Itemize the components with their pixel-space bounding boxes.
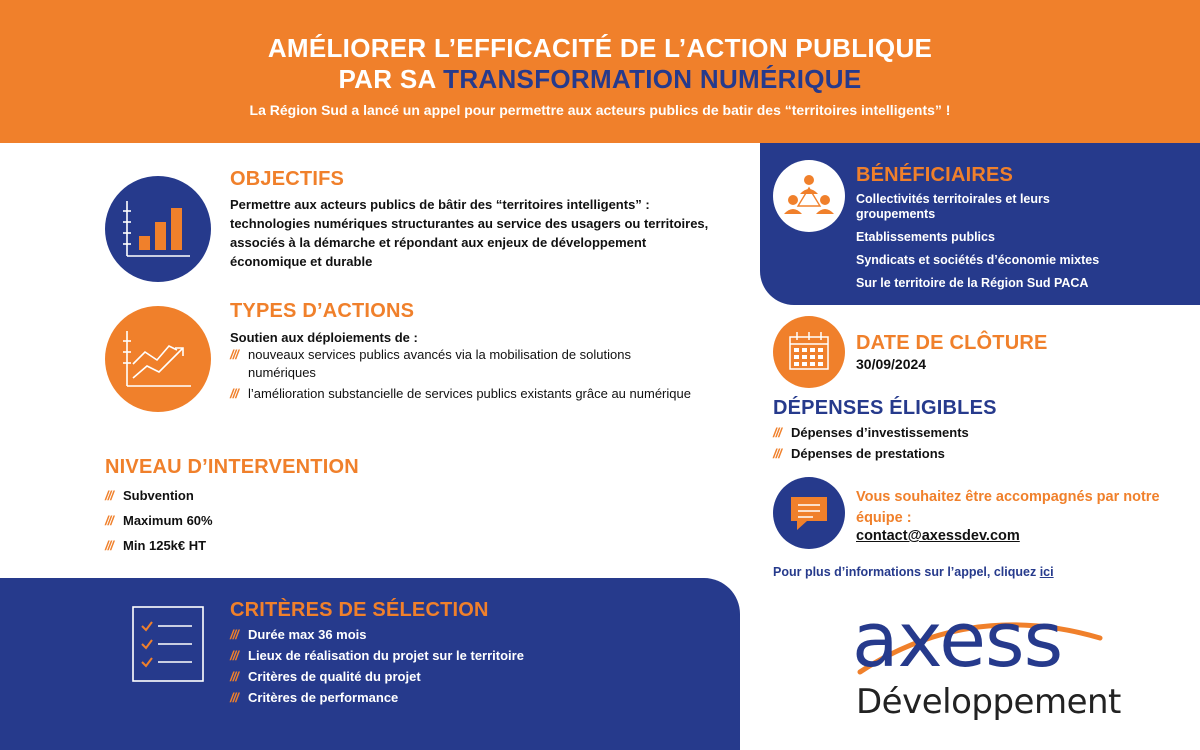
- list-item-text: Critères de performance: [248, 690, 399, 705]
- bullet-marker: ///: [230, 386, 238, 401]
- bullet-marker: ///: [230, 690, 238, 705]
- logo-subtitle: Développement: [856, 682, 1121, 722]
- list-item-text: Dépenses d’investissements: [791, 425, 969, 440]
- niveau-title: NIVEAU D’INTERVENTION: [105, 456, 359, 478]
- list-item: [230, 668, 650, 686]
- list-item-text: Durée max 36 mois: [248, 627, 367, 642]
- title-highlight: TRANSFORMATION NUMÉRIQUE: [443, 64, 862, 94]
- list-item-text: Subvention: [123, 488, 194, 503]
- depenses-title: DÉPENSES ÉLIGIBLES: [773, 397, 997, 419]
- list-item: [105, 512, 405, 530]
- logo-wordmark: axess: [852, 595, 1063, 684]
- list-item-text: l’amélioration substancielle de services publics existants grâce au numérique: [248, 386, 691, 401]
- bullet-marker: ///: [105, 513, 113, 528]
- objectifs-title: OBJECTIFS: [230, 168, 345, 190]
- bullet-marker: ///: [230, 669, 238, 684]
- types-actions-title: TYPES D’ACTIONS: [230, 300, 415, 322]
- list-item: Sur le territoire de la Région Sud PACA: [856, 276, 1089, 290]
- list-item-text: Critères de qualité du projet: [248, 669, 421, 684]
- bar-chart-icon: [105, 176, 211, 282]
- chat-icon: [773, 477, 845, 549]
- title-prefix: PAR SA: [338, 64, 444, 94]
- list-item: Syndicats et sociétés d’économie mixtes: [856, 253, 1100, 267]
- more-info-link[interactable]: ici: [1039, 565, 1054, 579]
- depenses-list: [773, 424, 1133, 463]
- trend-chart-icon: [105, 306, 211, 412]
- bullet-marker: ///: [773, 446, 781, 461]
- contact-text: Vous souhaitez être accompagnés par notre équipe :: [856, 489, 1160, 526]
- beneficiaires-title: BÉNÉFICIAIRES: [856, 164, 1014, 186]
- list-item: Etablissements publics: [856, 230, 995, 244]
- bullet-marker: ///: [105, 488, 113, 503]
- bullet-marker: ///: [230, 627, 238, 642]
- types-actions-intro: Soutien aux déploiements de :: [230, 330, 418, 345]
- bullet-marker: ///: [230, 648, 238, 663]
- list-item-text: Dépenses de prestations: [791, 446, 945, 461]
- cloture-title: DATE DE CLÔTURE: [856, 332, 1048, 354]
- list-item: [230, 385, 700, 403]
- page-subtitle: La Région Sud a lancé un appel pour permettre aux acteurs publics de batir des “territoires intelligents” !: [249, 102, 951, 118]
- objectifs-text: Permettre aux acteurs publics de bâtir des “territoires intelligents” : technologies numériques structurantes au service des usagers ou territoires, associés à la démarche et répondant aux enjeux de développement économique et durable: [230, 197, 709, 269]
- bullet-marker: ///: [230, 347, 238, 362]
- list-item-text: nouveaux services publics avancés via la mobilisation de solutions numériques: [248, 347, 631, 380]
- page-title-line1: AMÉLIORER L’EFFICACITÉ DE L’ACTION PUBLIQUE: [267, 33, 933, 63]
- checklist-icon: [132, 606, 204, 682]
- list-item-text: Lieux de réalisation du projet sur le territoire: [248, 648, 524, 663]
- list-item: [230, 689, 650, 707]
- list-item: [230, 647, 650, 665]
- more-info-text: Pour plus d’informations sur l’appel, cliquez: [773, 565, 1040, 579]
- niveau-list: [105, 487, 405, 555]
- header-banner: [0, 0, 1200, 143]
- criteres-title: CRITÈRES DE SÉLECTION: [230, 599, 489, 621]
- list-item: [230, 346, 700, 382]
- cloture-date: 30/09/2024: [856, 356, 927, 372]
- list-item: [105, 537, 405, 555]
- more-info: [773, 565, 1054, 579]
- list-item-text: Maximum 60%: [123, 513, 213, 528]
- bullet-marker: ///: [773, 425, 781, 440]
- calendar-icon: [773, 316, 845, 388]
- list-item: [773, 445, 1133, 463]
- list-item: [773, 424, 1133, 442]
- list-item: Collectivités territoirales et leurs groupements: [856, 192, 1050, 221]
- page-title-line2: [0, 64, 1200, 95]
- list-item: [105, 487, 405, 505]
- types-actions-list: [230, 346, 700, 403]
- list-item: [230, 626, 650, 644]
- people-network-icon: [773, 160, 845, 232]
- bullet-marker: ///: [105, 538, 113, 553]
- criteres-list: [230, 626, 650, 707]
- list-item-text: Min 125k€ HT: [123, 538, 207, 553]
- contact-email-link[interactable]: contact@axessdev.com: [856, 528, 1020, 544]
- beneficiaires-list: [856, 192, 1176, 299]
